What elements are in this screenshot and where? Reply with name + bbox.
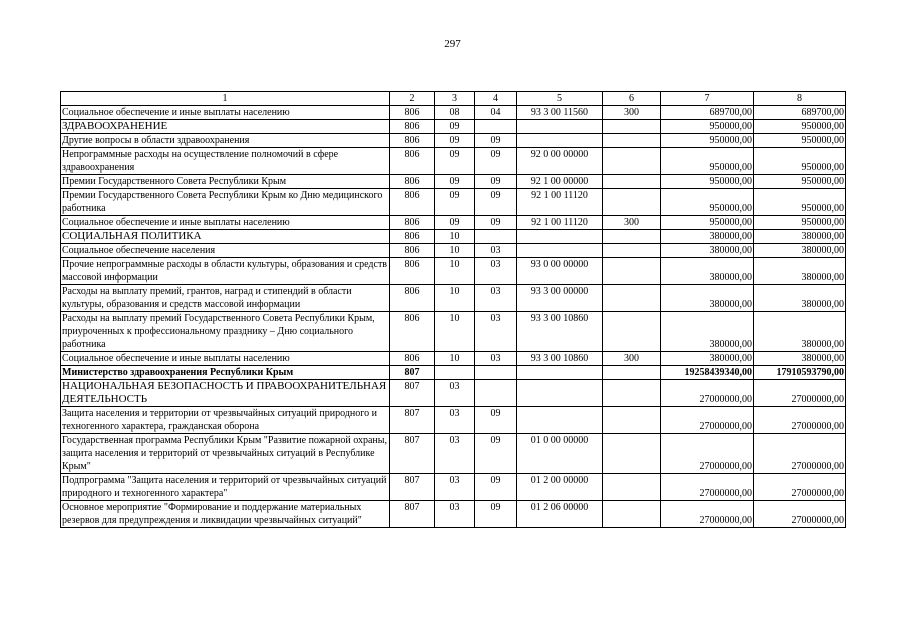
cell-amount-year-1: 950000,00 — [661, 120, 754, 134]
cell-name: Прочие непрограммные расходы в области культуры, образования и средств массовой информации — [61, 258, 390, 285]
cell-section: 09 — [435, 120, 475, 134]
cell-ministry-code: 806 — [390, 258, 435, 285]
cell-expense-type — [603, 407, 661, 434]
table-row — [61, 312, 846, 352]
cell-ministry-code: 807 — [390, 434, 435, 474]
cell-ministry-code: 806 — [390, 285, 435, 312]
cell-ministry-code: 806 — [390, 352, 435, 366]
cell-amount-year-2: 689700,00 — [754, 106, 846, 120]
cell-name: Непрограммные расходы на осуществление полномочий в сфере здравоохранения — [61, 148, 390, 175]
header-row — [61, 92, 846, 106]
cell-target-article — [517, 134, 603, 148]
cell-expense-type — [603, 501, 661, 528]
table-row — [61, 148, 846, 175]
cell-ministry-code: 807 — [390, 366, 435, 380]
cell-expense-type — [603, 189, 661, 216]
cell-subsection: 03 — [475, 312, 517, 352]
cell-amount-year-1: 19258439340,00 — [661, 366, 754, 380]
cell-amount-year-2: 380000,00 — [754, 244, 846, 258]
cell-target-article: 92 0 00 00000 — [517, 148, 603, 175]
cell-expense-type: 300 — [603, 352, 661, 366]
cell-section: 03 — [435, 380, 475, 407]
cell-subsection — [475, 120, 517, 134]
cell-section: 03 — [435, 501, 475, 528]
cell-name: Премии Государственного Совета Республики Крым ко Дню медицинского работника — [61, 189, 390, 216]
table-row — [61, 285, 846, 312]
cell-section: 09 — [435, 189, 475, 216]
cell-target-article: 92 1 00 00000 — [517, 175, 603, 189]
page-number: 297 — [444, 38, 461, 50]
cell-expense-type — [603, 474, 661, 501]
cell-ministry-code: 806 — [390, 120, 435, 134]
cell-ministry-code: 806 — [390, 148, 435, 175]
cell-section: 03 — [435, 407, 475, 434]
cell-name: Социальное обеспечение и иные выплаты населению — [61, 106, 390, 120]
cell-target-article: 93 3 00 00000 — [517, 285, 603, 312]
cell-amount-year-1: 27000000,00 — [661, 501, 754, 528]
cell-section: 10 — [435, 285, 475, 312]
cell-expense-type — [603, 230, 661, 244]
header-col-5: 5 — [517, 92, 603, 106]
cell-amount-year-2: 380000,00 — [754, 230, 846, 244]
cell-name: Государственная программа Республики Крым "Развитие пожарной охраны, защита населения и территорий от чрезвычайных ситуаций в Республике Крым" — [61, 434, 390, 474]
cell-expense-type — [603, 434, 661, 474]
cell-amount-year-1: 380000,00 — [661, 285, 754, 312]
cell-amount-year-1: 950000,00 — [661, 134, 754, 148]
cell-amount-year-2: 380000,00 — [754, 258, 846, 285]
table-row — [61, 230, 846, 244]
cell-ministry-code: 806 — [390, 230, 435, 244]
cell-target-article: 01 2 06 00000 — [517, 501, 603, 528]
cell-section: 10 — [435, 258, 475, 285]
cell-amount-year-1: 380000,00 — [661, 352, 754, 366]
cell-ministry-code: 806 — [390, 134, 435, 148]
cell-section: 03 — [435, 434, 475, 474]
cell-name: ЗДРАВООХРАНЕНИЕ — [61, 120, 390, 134]
cell-target-article: 93 3 00 11560 — [517, 106, 603, 120]
cell-subsection: 09 — [475, 216, 517, 230]
cell-expense-type: 300 — [603, 216, 661, 230]
cell-section: 09 — [435, 175, 475, 189]
cell-target-article: 92 1 00 11120 — [517, 189, 603, 216]
cell-subsection: 03 — [475, 258, 517, 285]
cell-ministry-code: 806 — [390, 175, 435, 189]
cell-target-article — [517, 366, 603, 380]
cell-amount-year-1: 27000000,00 — [661, 407, 754, 434]
cell-amount-year-1: 950000,00 — [661, 216, 754, 230]
cell-target-article — [517, 120, 603, 134]
cell-ministry-code: 806 — [390, 216, 435, 230]
cell-subsection: 09 — [475, 189, 517, 216]
cell-subsection: 04 — [475, 106, 517, 120]
cell-name: СОЦИАЛЬНАЯ ПОЛИТИКА — [61, 230, 390, 244]
cell-amount-year-1: 950000,00 — [661, 148, 754, 175]
cell-amount-year-1: 950000,00 — [661, 175, 754, 189]
table-row — [61, 258, 846, 285]
cell-name: Социальное обеспечение и иные выплаты населению — [61, 216, 390, 230]
cell-expense-type — [603, 120, 661, 134]
cell-amount-year-1: 689700,00 — [661, 106, 754, 120]
cell-amount-year-2: 950000,00 — [754, 148, 846, 175]
cell-subsection: 09 — [475, 407, 517, 434]
table-row — [61, 407, 846, 434]
cell-amount-year-1: 380000,00 — [661, 258, 754, 285]
cell-section: 10 — [435, 352, 475, 366]
cell-subsection: 09 — [475, 474, 517, 501]
cell-name: Подпрограмма "Защита населения и территорий от чрезвычайных ситуаций природного и техногенного характера" — [61, 474, 390, 501]
cell-target-article — [517, 407, 603, 434]
cell-name: Премии Государственного Совета Республики Крым — [61, 175, 390, 189]
cell-name: Защита населения и территории от чрезвычайных ситуаций природного и техногенного характера, гражданская оборона — [61, 407, 390, 434]
cell-name: Другие вопросы в области здравоохранения — [61, 134, 390, 148]
table-row — [61, 434, 846, 474]
cell-subsection: 09 — [475, 501, 517, 528]
header-col-8: 8 — [754, 92, 846, 106]
cell-amount-year-2: 17910593790,00 — [754, 366, 846, 380]
cell-expense-type: 300 — [603, 106, 661, 120]
cell-target-article — [517, 244, 603, 258]
cell-expense-type — [603, 312, 661, 352]
header-col-1: 1 — [61, 92, 390, 106]
table-row — [61, 474, 846, 501]
cell-amount-year-2: 380000,00 — [754, 285, 846, 312]
table-row — [61, 189, 846, 216]
cell-amount-year-1: 27000000,00 — [661, 474, 754, 501]
table-row — [61, 501, 846, 528]
cell-amount-year-2: 380000,00 — [754, 312, 846, 352]
cell-name: Расходы на выплату премий Государственного Совета Республики Крым, приуроченных к профессиональному празднику – Дню социального работника — [61, 312, 390, 352]
cell-amount-year-1: 950000,00 — [661, 189, 754, 216]
cell-section: 09 — [435, 148, 475, 175]
cell-subsection: 03 — [475, 285, 517, 312]
header-col-4: 4 — [475, 92, 517, 106]
table-row — [61, 216, 846, 230]
cell-amount-year-1: 27000000,00 — [661, 380, 754, 407]
cell-target-article — [517, 230, 603, 244]
cell-ministry-code: 807 — [390, 407, 435, 434]
cell-amount-year-2: 27000000,00 — [754, 434, 846, 474]
cell-subsection: 09 — [475, 434, 517, 474]
table-row — [61, 175, 846, 189]
cell-section: 03 — [435, 474, 475, 501]
table-row — [61, 352, 846, 366]
cell-target-article — [517, 380, 603, 407]
cell-expense-type — [603, 258, 661, 285]
table-row — [61, 120, 846, 134]
cell-subsection: 03 — [475, 244, 517, 258]
cell-section: 10 — [435, 230, 475, 244]
cell-name: Социальное обеспечение и иные выплаты населению — [61, 352, 390, 366]
cell-ministry-code: 806 — [390, 312, 435, 352]
cell-name: Министерство здравоохранения Республики Крым — [61, 366, 390, 380]
cell-amount-year-2: 950000,00 — [754, 134, 846, 148]
table-body — [61, 106, 846, 528]
cell-section: 09 — [435, 134, 475, 148]
cell-ministry-code: 806 — [390, 189, 435, 216]
cell-subsection — [475, 366, 517, 380]
cell-expense-type — [603, 148, 661, 175]
cell-section — [435, 366, 475, 380]
cell-subsection: 09 — [475, 175, 517, 189]
cell-section: 10 — [435, 244, 475, 258]
cell-amount-year-2: 950000,00 — [754, 175, 846, 189]
cell-ministry-code: 807 — [390, 380, 435, 407]
cell-name: НАЦИОНАЛЬНАЯ БЕЗОПАСНОСТЬ И ПРАВООХРАНИТЕЛЬНАЯ ДЕЯТЕЛЬНОСТЬ — [61, 380, 390, 407]
cell-target-article: 93 0 00 00000 — [517, 258, 603, 285]
table-row — [61, 380, 846, 407]
cell-section: 09 — [435, 216, 475, 230]
cell-subsection: 09 — [475, 134, 517, 148]
cell-expense-type — [603, 244, 661, 258]
cell-ministry-code: 807 — [390, 501, 435, 528]
cell-target-article: 93 3 00 10860 — [517, 312, 603, 352]
cell-ministry-code: 806 — [390, 106, 435, 120]
cell-section: 08 — [435, 106, 475, 120]
header-col-7: 7 — [661, 92, 754, 106]
cell-section: 10 — [435, 312, 475, 352]
header-col-2: 2 — [390, 92, 435, 106]
cell-amount-year-2: 380000,00 — [754, 352, 846, 366]
header-col-3: 3 — [435, 92, 475, 106]
cell-amount-year-2: 27000000,00 — [754, 501, 846, 528]
cell-expense-type — [603, 285, 661, 312]
cell-amount-year-2: 27000000,00 — [754, 474, 846, 501]
cell-amount-year-1: 380000,00 — [661, 312, 754, 352]
cell-name: Основное мероприятие "Формирование и поддержание материальных резервов для предупреждения и ликвидации чрезвычайных ситуаций" — [61, 501, 390, 528]
table-row — [61, 244, 846, 258]
cell-subsection: 03 — [475, 352, 517, 366]
cell-subsection: 09 — [475, 148, 517, 175]
header-col-6: 6 — [603, 92, 661, 106]
cell-subsection — [475, 380, 517, 407]
cell-amount-year-2: 950000,00 — [754, 120, 846, 134]
cell-amount-year-2: 27000000,00 — [754, 380, 846, 407]
cell-amount-year-2: 27000000,00 — [754, 407, 846, 434]
cell-expense-type — [603, 380, 661, 407]
cell-expense-type — [603, 366, 661, 380]
table-row — [61, 366, 846, 380]
cell-amount-year-2: 950000,00 — [754, 216, 846, 230]
cell-subsection — [475, 230, 517, 244]
cell-amount-year-1: 380000,00 — [661, 230, 754, 244]
cell-target-article: 01 0 00 00000 — [517, 434, 603, 474]
cell-target-article: 92 1 00 11120 — [517, 216, 603, 230]
cell-name: Социальное обеспечение населения — [61, 244, 390, 258]
table-row — [61, 106, 846, 120]
cell-target-article: 93 3 00 10860 — [517, 352, 603, 366]
cell-ministry-code: 806 — [390, 244, 435, 258]
cell-amount-year-1: 380000,00 — [661, 244, 754, 258]
cell-target-article: 01 2 00 00000 — [517, 474, 603, 501]
cell-expense-type — [603, 175, 661, 189]
cell-name: Расходы на выплату премий, грантов, наград и стипендий в области культуры, образования и средств массовой информации — [61, 285, 390, 312]
cell-amount-year-1: 27000000,00 — [661, 434, 754, 474]
table-row — [61, 134, 846, 148]
budget-table — [60, 91, 846, 528]
cell-expense-type — [603, 134, 661, 148]
cell-ministry-code: 807 — [390, 474, 435, 501]
cell-amount-year-2: 950000,00 — [754, 189, 846, 216]
